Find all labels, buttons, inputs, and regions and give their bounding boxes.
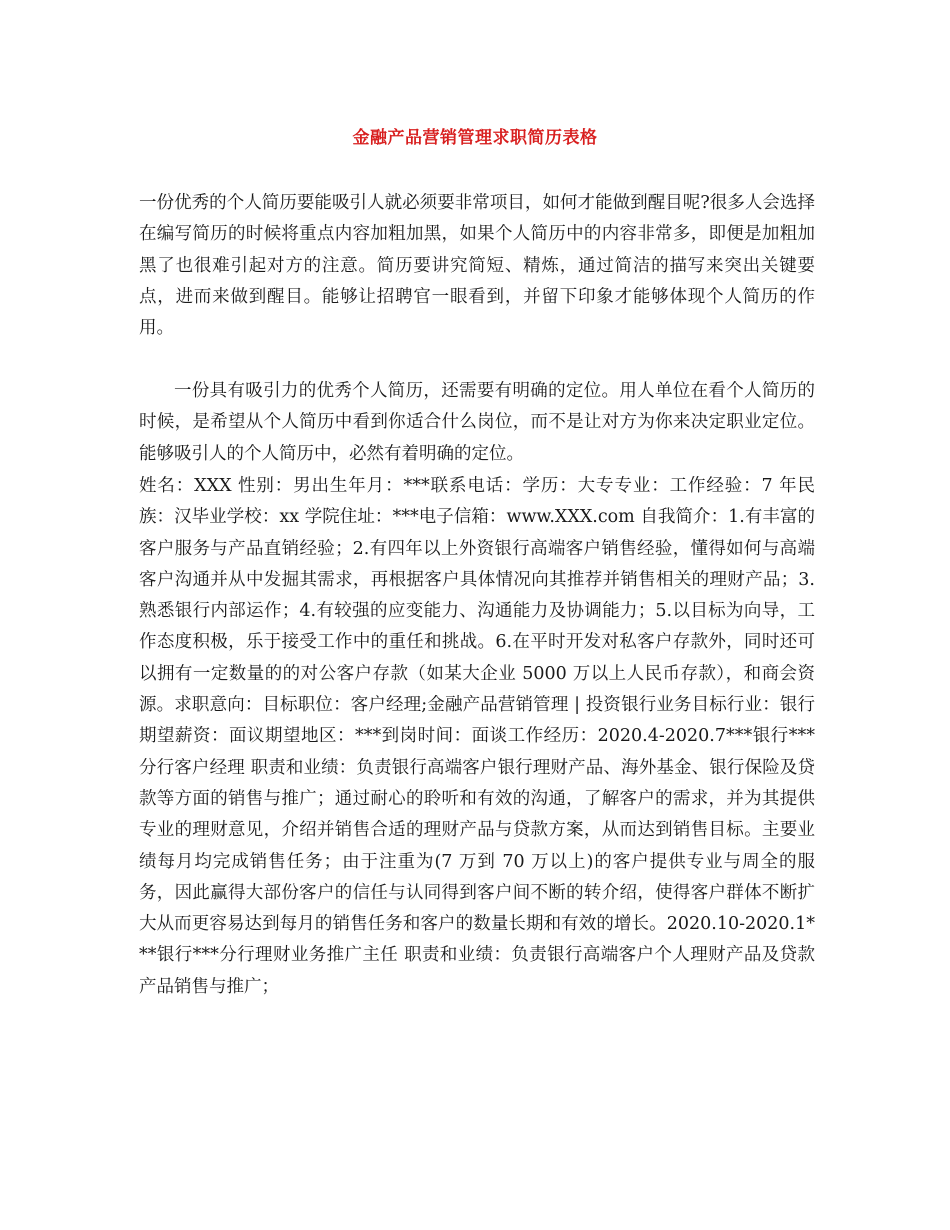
resume-details-paragraph: 姓名：XXX 性别：男出生年月：***联系电话：学历：大专专业：工作经验：7 年民族：汉毕业学校：xx 学院住址：***电子信箱：www.XXX.com 自我简介：1.有丰富的客户服务与产品直销经验；2.有四年以上外资银行高端客户销售经验，懂得如何与高端客户沟通并从中发掘其需求，再根据客户具体情况向其推荐并销售相关的理财产品；3.熟悉银行内部运作；4.有较强的应变能力、沟通能力及协调能力；5.以目标为向导，工作态度积极，乐于接受工作中的重任和挑战。6.在平时开发对私客户存款外，同时还可以拥有一定数量的的对公客户存款（如某大企业 5000 万以上人民币存款），和商会资源。求职意向：目标职位：客户经理;金融产品营销管理 | 投资银行业务目标行业：银行期望薪资：面议期望地区：***到岗时间：面谈工作经历：2020.4-2020.7***银行***分行客户经理 职责和业绩：负责银行高端客户银行理财产品、海外基金、银行保险及贷款等方面的销售与推广；通过耐心的聆听和有效的沟通，了解客户的需求，并为其提供专业的理财意见，介绍并销售合适的理财产品与贷款方案，从而达到销售目标。主要业绩每月均完成销售任务；由于注重为(7 万到 70 万以上)的客户提供专业与周全的服务，因此赢得大部份客户的信任与认同得到客户间不断的转介绍，使得客户群体不断扩大从而更容易达到每月的销售任务和客户的数量长期和有效的增长。2020.10-2020.1***银行***分行理财业务推广主任 职责和业绩：负责银行高端客户个人理财产品及贷款产品销售与推广； bbox=[139, 476, 815, 997]
intro-paragraph: 一份优秀的个人简历要能吸引人就必须要非常项目，如何才能做到醒目呢?很多人会选择在编写简历的时候将重点内容加粗加黑，如果个人简历中的内容非常多，即便是加粗加黑了也很难引起对方的注意。简历要讲究简短、精炼，通过简洁的描写来突出关键要点，进而来做到醒目。能够让招聘官一眼看到，并留下印象才能够体现个人简历的作用。 bbox=[139, 193, 815, 339]
positioning-paragraph: 一份具有吸引力的优秀个人简历，还需要有明确的定位。用人单位在看个人简历的时候，是希望从个人简历中看到你适合什么岗位，而不是让对方为你来决定职业定位。能够吸引人的个人简历中，必然有着明确的定位。 bbox=[139, 381, 815, 464]
document-title: 金融产品营销管理求职简历表格 bbox=[352, 128, 598, 148]
